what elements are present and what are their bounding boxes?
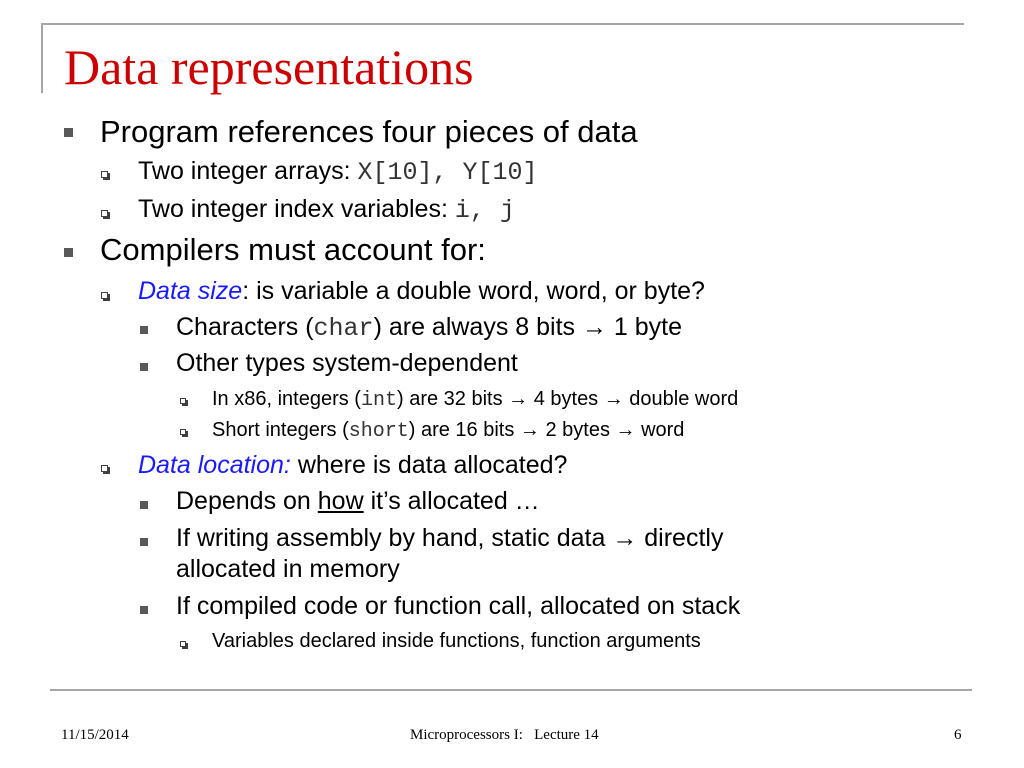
bullet-text: Two integer arrays: [138,157,358,185]
bullet-text: : is variable a double word, word, or byte? [242,277,705,305]
bullet-text: it’s allocated … [363,487,540,515]
bullet-text: Short integers ( [212,419,349,441]
bullet-square-icon [140,501,148,509]
emphasis-data-location: Data location: [138,451,291,479]
footer-page-number: 6 [954,727,962,743]
bullet-hollow-square-icon [180,398,186,404]
bullet-square-icon [140,606,148,614]
bullet-depends-on [176,487,540,516]
code-char: char [313,314,374,343]
bullet-variables-declared: Variables declared inside functions, function arguments [212,630,701,652]
bullet-hollow-square-icon [101,171,108,178]
bullet-text: ) are 16 bits → 2 bytes → word [408,419,685,441]
footer-date: 11/15/2014 [61,727,129,743]
bullet-characters [176,313,682,344]
slide-title: Data representations [64,39,474,95]
bullet-other-types: Other types system-dependent [176,349,518,377]
bullet-writing-assembly-line2: allocated in memory [176,555,400,583]
bullet-text: where is data allocated? [290,451,568,479]
bullet-square-icon [64,128,73,137]
bullet-data-size [138,277,705,306]
bullet-writing-assembly-line1: If writing assembly by hand, static data → directly [176,524,724,552]
slide-frame-top [41,23,964,25]
bullet-text: Two integer index variables: [138,195,455,223]
bullet-text: ) are always 8 bits → 1 byte [373,313,683,341]
bullet-text: Characters ( [176,313,314,341]
slide-frame-left [41,23,43,93]
bullet-text: Depends on [176,487,318,515]
bullet-x86-integers [212,388,738,412]
bullet-hollow-square-icon [101,210,108,217]
emphasis-data-size: Data size [138,277,243,305]
bullet-data-location [138,451,567,480]
bullet-integer-arrays [138,157,538,188]
underlined-how: how [317,487,364,515]
bullet-square-icon [140,538,148,546]
bullet-square-icon [64,248,73,257]
bullet-hollow-square-icon [101,292,108,299]
bullet-short-integers [212,419,684,443]
bullet-square-icon [140,363,148,371]
bullet-hollow-square-icon [180,641,186,647]
bullet-compilers-account: Compilers must account for: [100,232,486,267]
bullet-index-variables [138,195,515,226]
code-short: short [348,420,409,443]
bullet-compiled-code: If compiled code or function call, allocated on stack [176,592,741,620]
bullet-square-icon [140,326,148,334]
code-indices: i, j [454,196,515,225]
code-arrays: X[10], Y[10] [357,158,538,187]
bullet-hollow-square-icon [180,429,186,435]
code-int: int [360,389,397,412]
slide-frame-bottom [50,689,972,691]
bullet-program-references: Program references four pieces of data [100,114,638,149]
bullet-text: In x86, integers ( [212,388,361,410]
bullet-text: ) are 32 bits → 4 bytes → double word [396,388,739,410]
bullet-hollow-square-icon [101,465,108,472]
footer-course: Microprocessors I: Lecture 14 [410,727,599,743]
